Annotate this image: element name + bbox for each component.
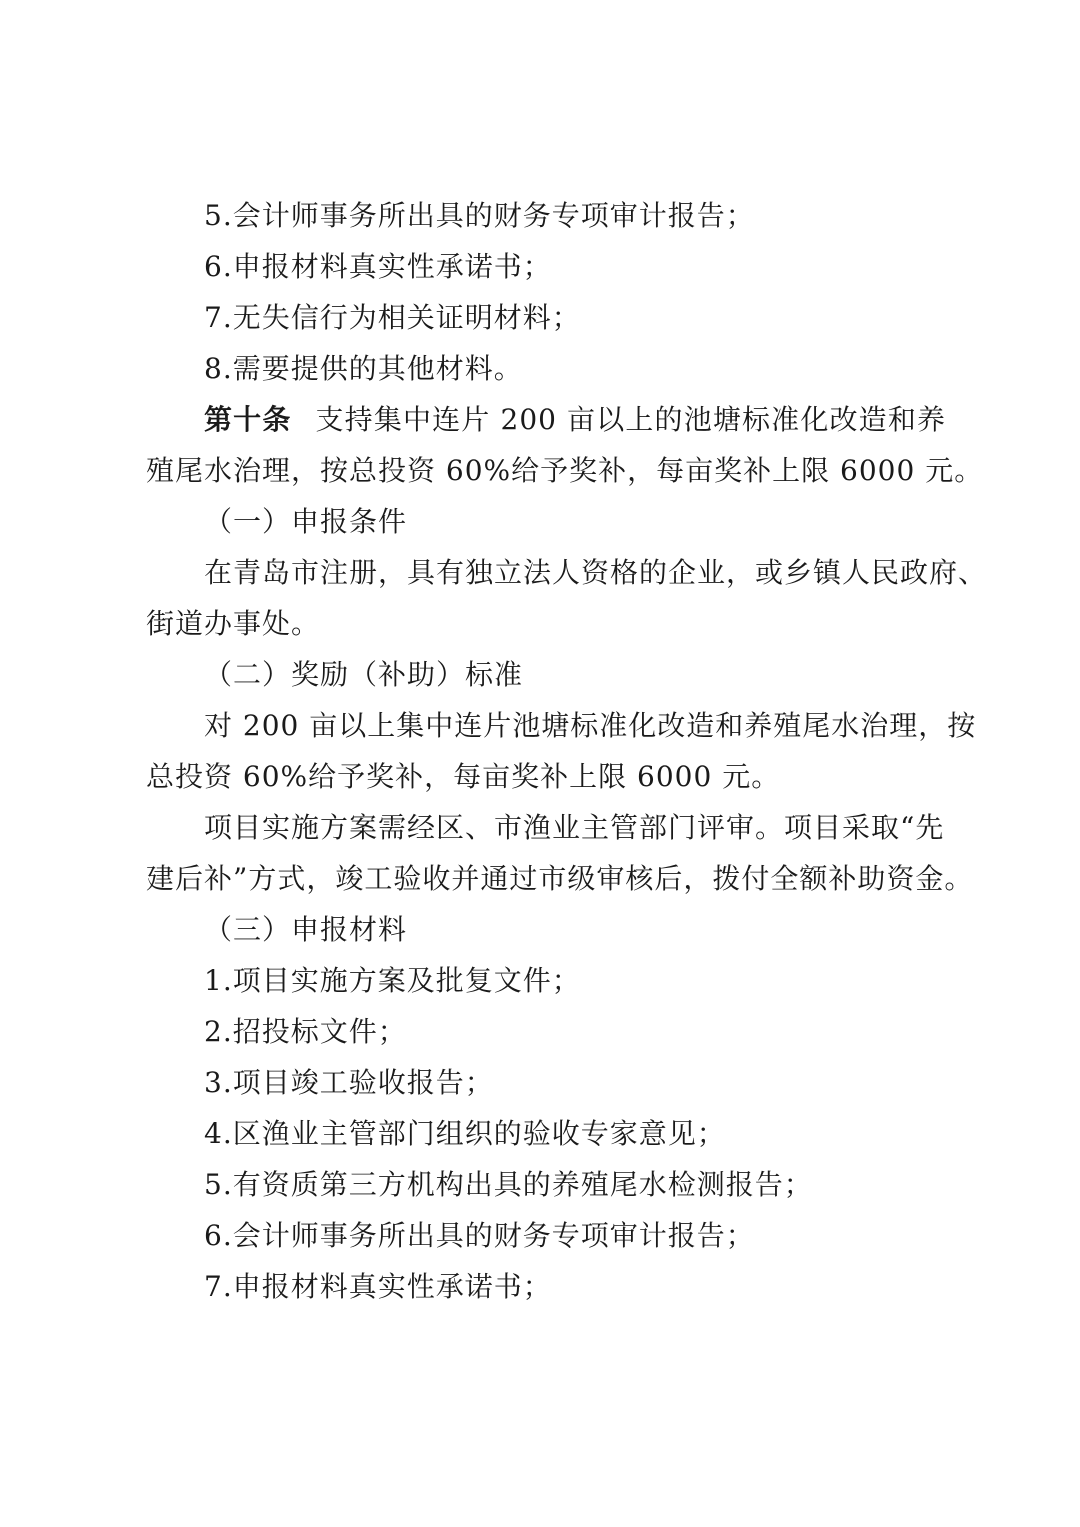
list-item: 5.会计师事务所出具的财务专项审计报告；: [204, 199, 755, 232]
article-number: 第十条: [204, 403, 292, 436]
list-item: 8.需要提供的其他材料。: [204, 352, 523, 385]
list-item: 2.招投标文件；: [204, 1015, 407, 1048]
section-heading: （一）申报条件: [204, 505, 408, 538]
section-heading: （二）奖励（补助）标准: [204, 658, 524, 691]
document-page: [146, 190, 988, 1312]
paragraph-line: 总投资 60%给予奖补，每亩奖补上限 6000 元。: [146, 760, 781, 793]
list-item: 7.无失信行为相关证明材料；: [204, 301, 581, 334]
article-ten-text: 支持集中连片 200 亩以上的池塘标准化改造和养: [315, 403, 946, 436]
paragraph-line: 在青岛市注册，具有独立法人资格的企业，或乡镇人民政府、: [204, 556, 988, 589]
list-item: 6.申报材料真实性承诺书；: [204, 250, 552, 283]
list-item: 1.项目实施方案及批复文件；: [204, 964, 581, 997]
list-item: 3.项目竣工验收报告；: [204, 1066, 494, 1099]
list-item: 4.区渔业主管部门组织的验收专家意见；: [204, 1117, 726, 1150]
list-item: 6.会计师事务所出具的财务专项审计报告；: [204, 1219, 755, 1252]
paragraph-line: 对 200 亩以上集中连片池塘标准化改造和养殖尾水治理，按: [204, 709, 977, 742]
list-item: 7.申报材料真实性承诺书；: [204, 1270, 552, 1303]
article-ten-line-2: 殖尾水治理，按总投资 60%给予奖补，每亩奖补上限 6000 元。: [146, 454, 984, 487]
article-ten-line-1: [146, 394, 946, 445]
paragraph-line: 项目实施方案需经区、市渔业主管部门评审。项目采取“先: [204, 811, 945, 844]
paragraph-line: 街道办事处。: [146, 607, 321, 640]
list-item: 5.有资质第三方机构出具的养殖尾水检测报告；: [204, 1168, 813, 1201]
section-heading: （三）申报材料: [204, 913, 408, 946]
paragraph-line: 建后补”方式，竣工验收并通过市级审核后，拨付全额补助资金。: [146, 862, 974, 895]
